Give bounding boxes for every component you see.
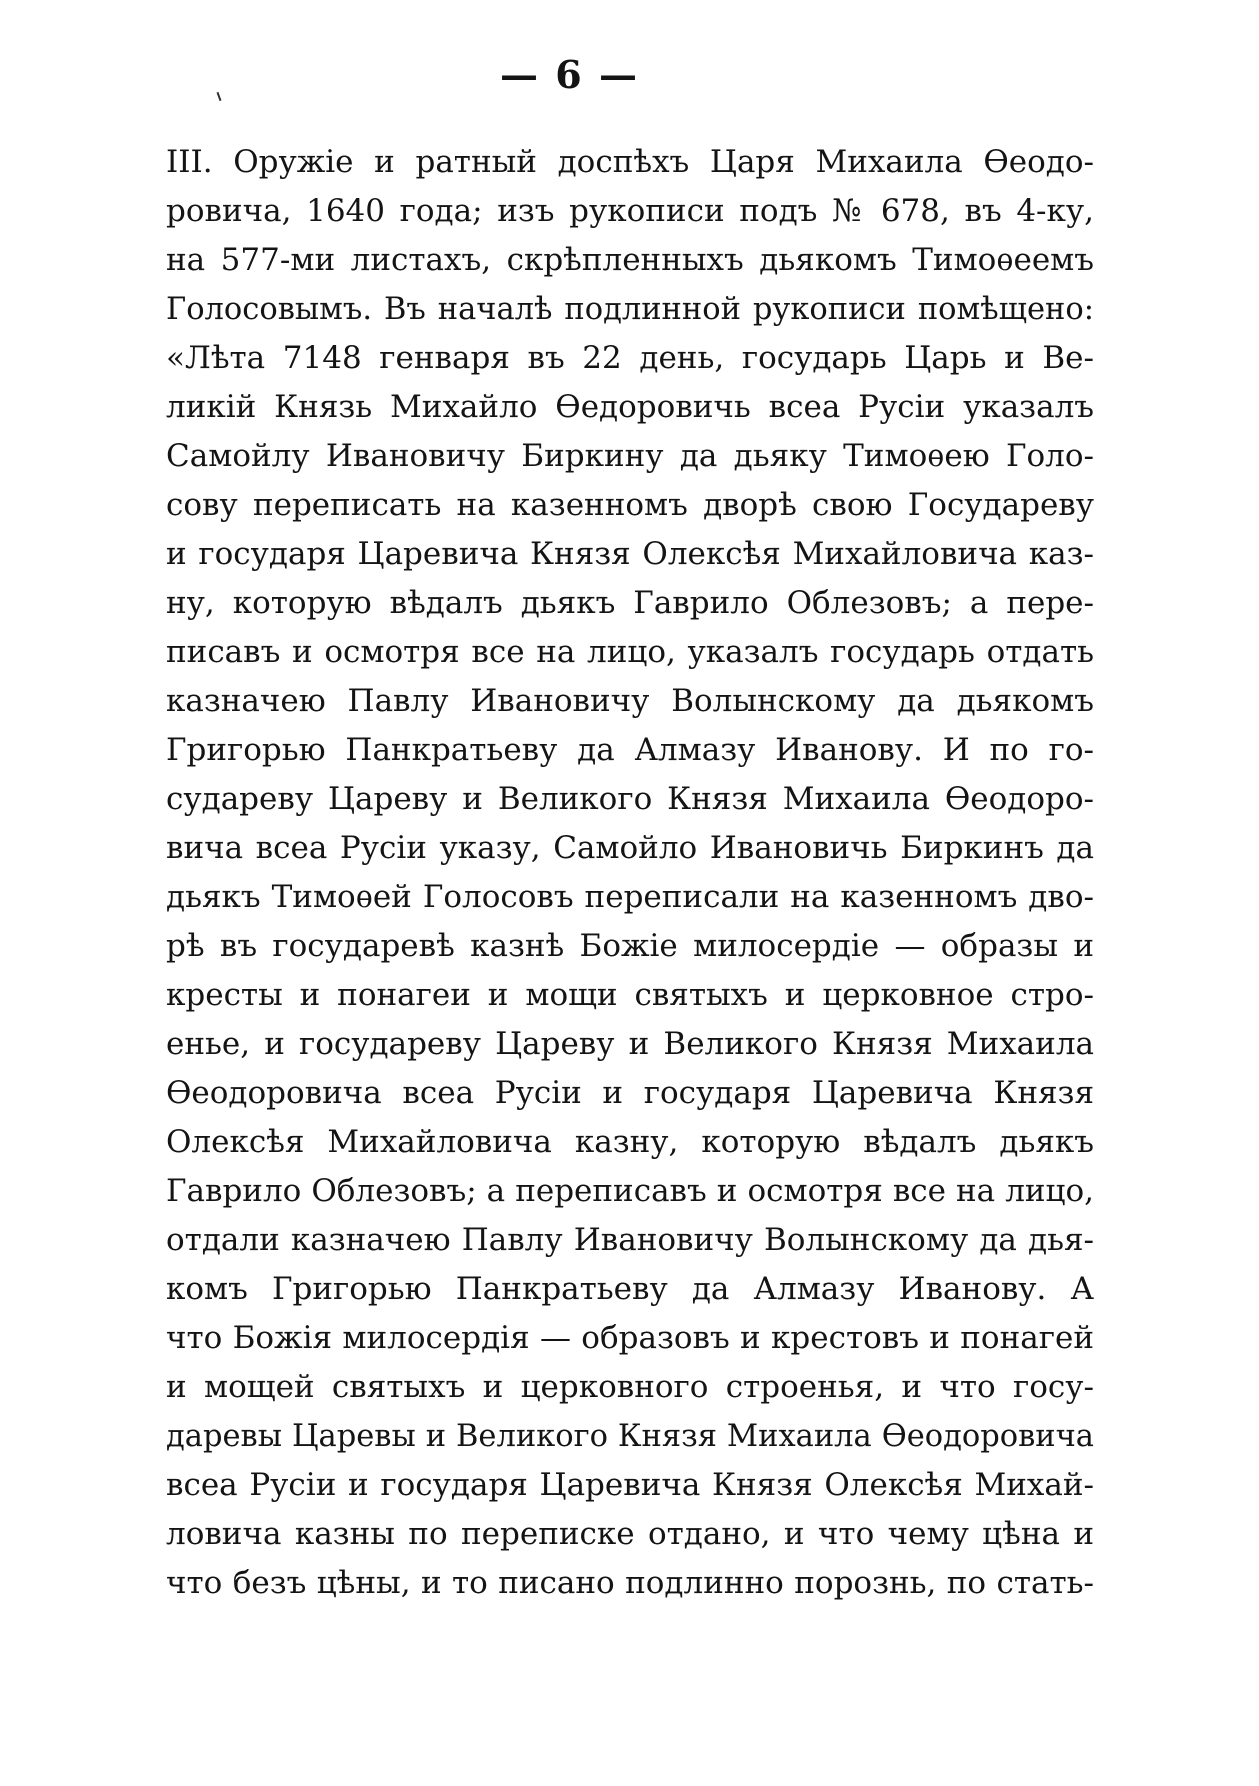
text-line: что безъ цѣны, и то писано подлинно порознь, по стать- [166, 1565, 1094, 1601]
text-line: III. Оружіе и ратный доспѣхъ Царя Михаила Ѳеодо- [166, 144, 1094, 180]
text-line: комъ Григорью Панкратьеву да Алмазу Иванову. А [166, 1271, 1094, 1307]
text-line: Самойлу Ивановичу Биркину да дьяку Тимоѳею Голо- [166, 438, 1094, 474]
text-line: Григорью Панкратьеву да Алмазу Иванову. И по го- [166, 732, 1094, 768]
text-line: ровича, 1640 года; изъ рукописи подъ № 678, въ 4-ку, [166, 193, 1094, 229]
text-line: дьякъ Тимоѳей Голосовъ переписали на казенномъ дво- [166, 879, 1094, 915]
text-line: кресты и понагеи и мощи святыхъ и церковное стро- [166, 977, 1094, 1013]
text-line: и мощей святыхъ и церковного строенья, и что госу- [166, 1369, 1094, 1405]
text-line: вича всеа Русіи указу, Самойло Ивановичь Биркинъ да [166, 830, 1094, 866]
body-text [166, 138, 1094, 1608]
text-line: всеа Русіи и государя Царевича Князя Олексѣя Михай- [166, 1467, 1094, 1503]
text-line: казначею Павлу Ивановичу Волынскому да дьякомъ [166, 683, 1094, 719]
text-line: отдали казначею Павлу Ивановичу Волынскому да дья- [166, 1222, 1094, 1258]
text-line: что Божія милосердія — образовъ и крестовъ и понагей [166, 1320, 1094, 1356]
text-line: Олексѣя Михайловича казну, которую вѣдалъ дьякъ [166, 1124, 1094, 1160]
text-line: ну, которую вѣдалъ дьякъ Гаврило Облезовъ; а пере- [166, 585, 1094, 621]
text-line: на 577-ми листахъ, скрѣпленныхъ дьякомъ Тимоѳеемъ [166, 242, 1094, 278]
text-line: ловича казны по переписке отдано, и что чему цѣна и [166, 1516, 1094, 1552]
text-line: даревы Царевы и Великого Князя Михаила Ѳеодоровича [166, 1419, 1094, 1454]
text-line: Голосовымъ. Въ началѣ подлинной рукописи помѣщено: [166, 292, 1094, 327]
text-line: енье, и государеву Цареву и Великого Князя Михаила [166, 1026, 1094, 1062]
text-line: Гаврило Облезовъ; а переписавъ и осмотря все на лицо, [166, 1173, 1094, 1209]
text-line: Ѳеодоровича всеа Русіи и государя Царевича Князя [166, 1075, 1094, 1111]
text-line: ликій Князь Михайло Ѳедоровичь всеа Русіи указалъ [166, 389, 1094, 425]
text-line: сову переписать на казенномъ дворѣ свою Государеву [166, 487, 1094, 523]
text-line: рѣ въ государевѣ казнѣ Божіе милосердіе — образы и [166, 928, 1094, 964]
text-line: писавъ и осмотря все на лицо, указалъ государь отдать [166, 634, 1094, 670]
text-line: «Лѣта 7148 генваря въ 22 день, государь Царь и Ве- [166, 340, 1094, 376]
page-number: — 6 — [500, 52, 639, 97]
text-line: и государя Царевича Князя Олексѣя Михайловича каз- [166, 536, 1094, 572]
text-line: судареву Цареву и Великого Князя Михаила Ѳеодоро- [166, 781, 1094, 817]
